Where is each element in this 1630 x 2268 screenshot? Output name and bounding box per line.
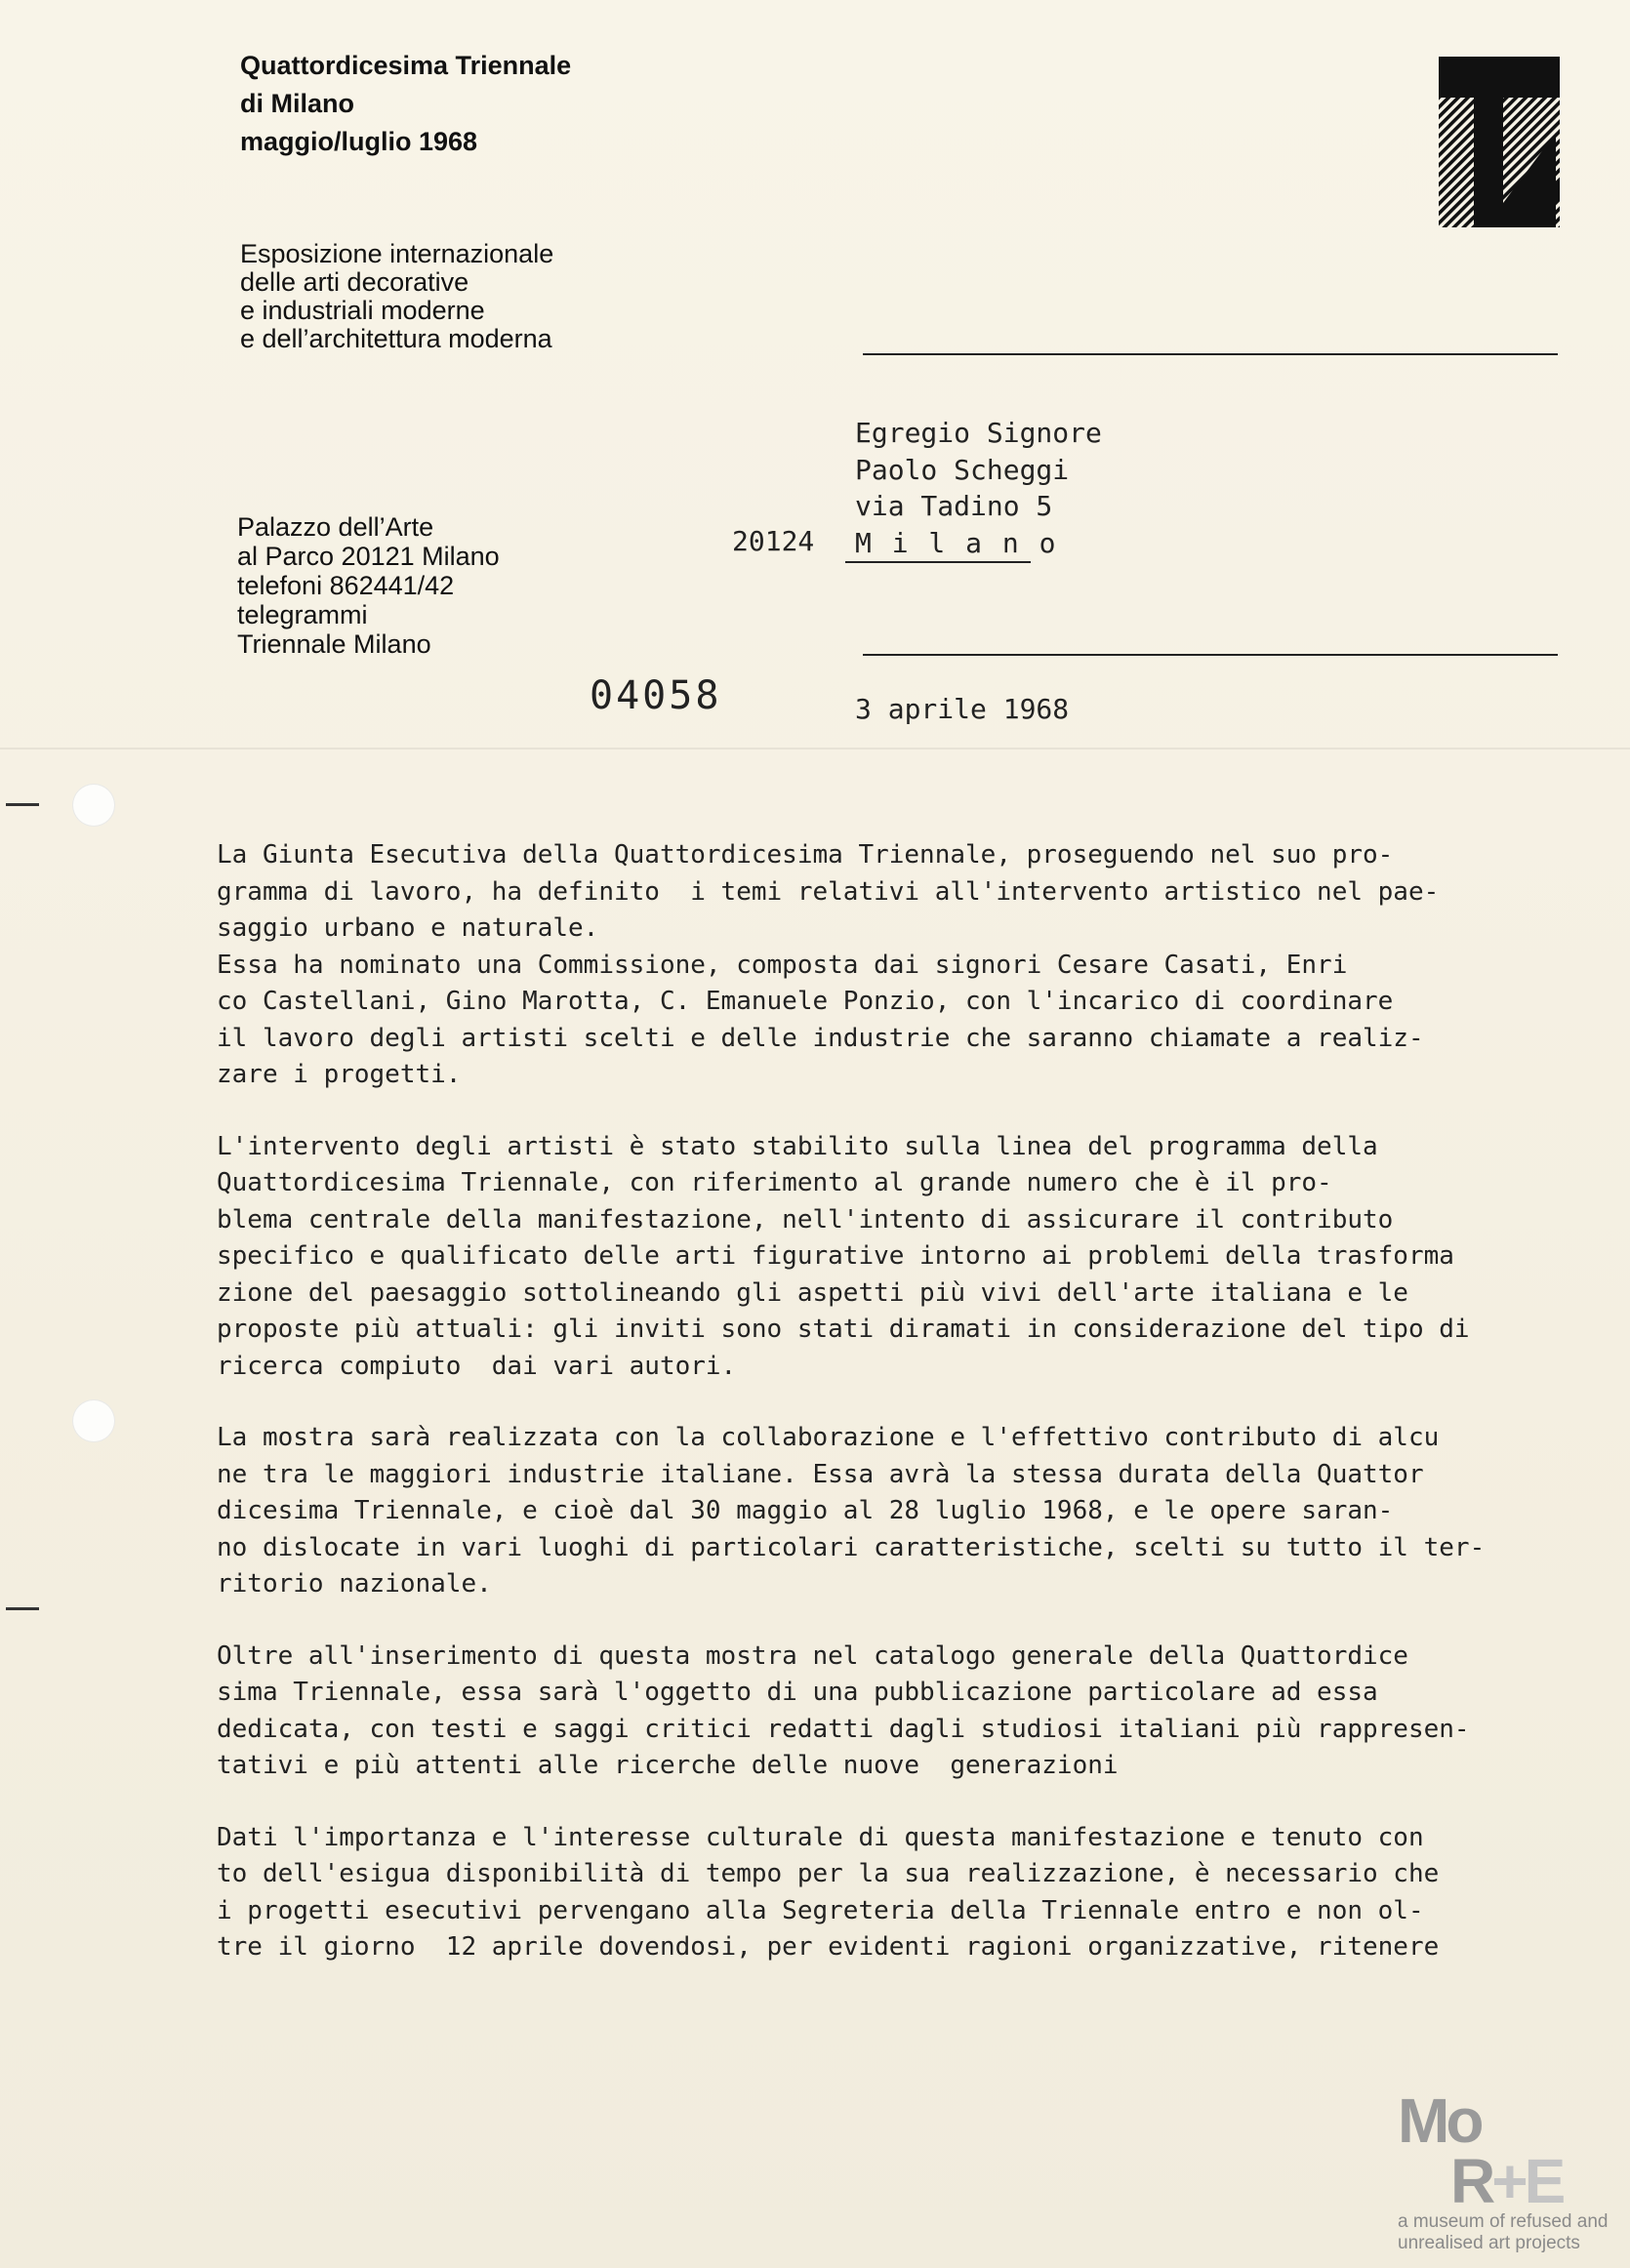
address-rule xyxy=(863,353,1558,355)
body-line: no dislocate in vari luoghi di particolari caratteristiche, scelti su tutto il ter- xyxy=(217,1532,1486,1562)
body-line: saggio urbano e naturale. xyxy=(217,913,599,943)
address-line: Palazzo dell’Arte xyxy=(237,512,434,542)
triennale-14-logo xyxy=(1439,57,1560,227)
recipient-postcode: 20124 xyxy=(732,525,815,557)
body-line: tre il giorno 12 aprile dovendosi, per evidenti ragioni organizzative, ritenere xyxy=(217,1932,1440,1962)
body-line: gramma di lavoro, ha definito i temi relativi all'intervento artistico nel pae- xyxy=(217,876,1440,907)
subtitle-line: delle arti decorative xyxy=(240,267,469,297)
more-wordmark-part: Mo xyxy=(1398,2086,1481,2156)
body-line: i progetti esecutivi pervengano alla Segreteria della Triennale entro e non ol- xyxy=(217,1895,1424,1925)
paragraph xyxy=(217,837,1505,1094)
sender-address xyxy=(237,512,500,659)
body-line: to dell'esigua disponibilità di tempo per la sua realizzazione, è necessario che xyxy=(217,1859,1440,1888)
body-line: ritorio nazionale. xyxy=(217,1569,492,1599)
body-line: dicesima Triennale, e cioè dal 30 maggio al 28 luglio 1968, e le opere saran- xyxy=(217,1496,1394,1525)
paragraph xyxy=(217,1820,1505,1966)
paragraph xyxy=(217,1129,1505,1386)
body-line: Dati l'importanza e l'interesse culturale di questa manifestazione e tenuto con xyxy=(217,1822,1424,1852)
punch-hole xyxy=(72,1399,115,1442)
body-line: zare i progetti. xyxy=(217,1060,462,1089)
body-line: zione del paesaggio sottolineando gli aspetti più vivi dell'arte italiana e le xyxy=(217,1277,1408,1308)
body-line: La Giunta Esecutiva della Quattordicesima Triennale, proseguendo nel suo pro- xyxy=(217,840,1394,870)
body-line: co Castellani, Gino Marotta, C. Emanuele Ponzio, con l'incarico di coordinare xyxy=(217,987,1394,1016)
body-line: tativi e più attenti alle ricerche delle nuove generazioni xyxy=(217,1751,1119,1780)
body-line: blema centrale della manifestazione, nell'intento di assicurare il contributo xyxy=(217,1204,1394,1235)
paragraph xyxy=(217,1639,1505,1785)
paragraph xyxy=(217,1420,1505,1603)
more-museum-logo xyxy=(1398,2086,1609,2254)
body-line: ne tra le maggiori industrie italiane. Essa avrà la stessa durata della Quattor xyxy=(217,1459,1424,1489)
body-line: sima Triennale, essa sarà l'oggetto di una pubblicazione particolare ad essa xyxy=(217,1678,1378,1707)
address-rule xyxy=(863,654,1558,656)
recipient-address xyxy=(855,415,1102,561)
letter-date: 3 aprile 1968 xyxy=(855,693,1070,725)
body-line: Essa ha nominato una Commissione, composta dai signori Cesare Casati, Enri xyxy=(217,950,1348,980)
letterhead-title xyxy=(240,47,571,161)
address-line: Triennale Milano xyxy=(237,629,431,659)
body-line: dedicata, con testi e saggi critici redatti dagli studiosi italiani più rappresen- xyxy=(217,1714,1470,1744)
margin-tick xyxy=(6,803,39,806)
body-line: La mostra sarà realizzata con la collaborazione e l'effettivo contributo di alcu xyxy=(217,1423,1440,1452)
letterhead-line: maggio/luglio 1968 xyxy=(240,127,478,156)
body-line: L'intervento degli artisti è stato stabilito sulla linea del programma della xyxy=(217,1131,1378,1161)
subtitle-line: Esposizione internazionale xyxy=(240,239,554,268)
protocol-number: 04058 xyxy=(590,673,722,718)
more-wordmark-part: +E xyxy=(1491,2146,1563,2216)
body-line: ricerca compiuto dai vari autori. xyxy=(217,1351,737,1381)
margin-tick xyxy=(6,1607,39,1610)
letter-body xyxy=(217,837,1505,2002)
more-tagline: a museum of refused and xyxy=(1398,2211,1609,2232)
body-line: specifico e qualificato delle arti figurative intorno ai problemi della trasforma xyxy=(217,1241,1454,1271)
recipient-line: via Tadino 5 xyxy=(855,490,1053,522)
body-line: Oltre all'inserimento di questa mostra nel catalogo generale della Quattordice xyxy=(217,1640,1408,1671)
address-line: al Parco 20121 Milano xyxy=(237,542,500,571)
subtitle-line: e industriali moderne xyxy=(240,296,485,325)
body-line: Quattordicesima Triennale, con riferimento al grande numero che è il pro- xyxy=(217,1168,1332,1197)
more-wordmark-part: R xyxy=(1450,2146,1492,2216)
address-line: telefoni 862441/42 xyxy=(237,571,455,600)
recipient-line: Paolo Scheggi xyxy=(855,453,1070,486)
subtitle-line: e dell’architettura moderna xyxy=(240,324,552,353)
city-underline xyxy=(845,561,1031,563)
recipient-city: M i l a n o xyxy=(855,526,1058,559)
more-tagline: unrealised art projects xyxy=(1398,2233,1580,2253)
body-line: il lavoro degli artisti scelti e delle industrie che saranno chiamate a realiz- xyxy=(217,1023,1424,1053)
address-line: telegrammi xyxy=(237,600,368,629)
letterhead-line: di Milano xyxy=(240,89,354,118)
body-line: proposte più attuali: gli inviti sono stati diramati in considerazione del tipo di xyxy=(217,1315,1470,1344)
more-wordmark xyxy=(1398,2086,1564,2216)
recipient-line: Egregio Signore xyxy=(855,417,1102,449)
letterhead-subtitle xyxy=(240,240,553,353)
punch-hole xyxy=(72,784,115,827)
paper-fold xyxy=(0,748,1630,749)
letterhead-line: Quattordicesima Triennale xyxy=(240,51,572,80)
